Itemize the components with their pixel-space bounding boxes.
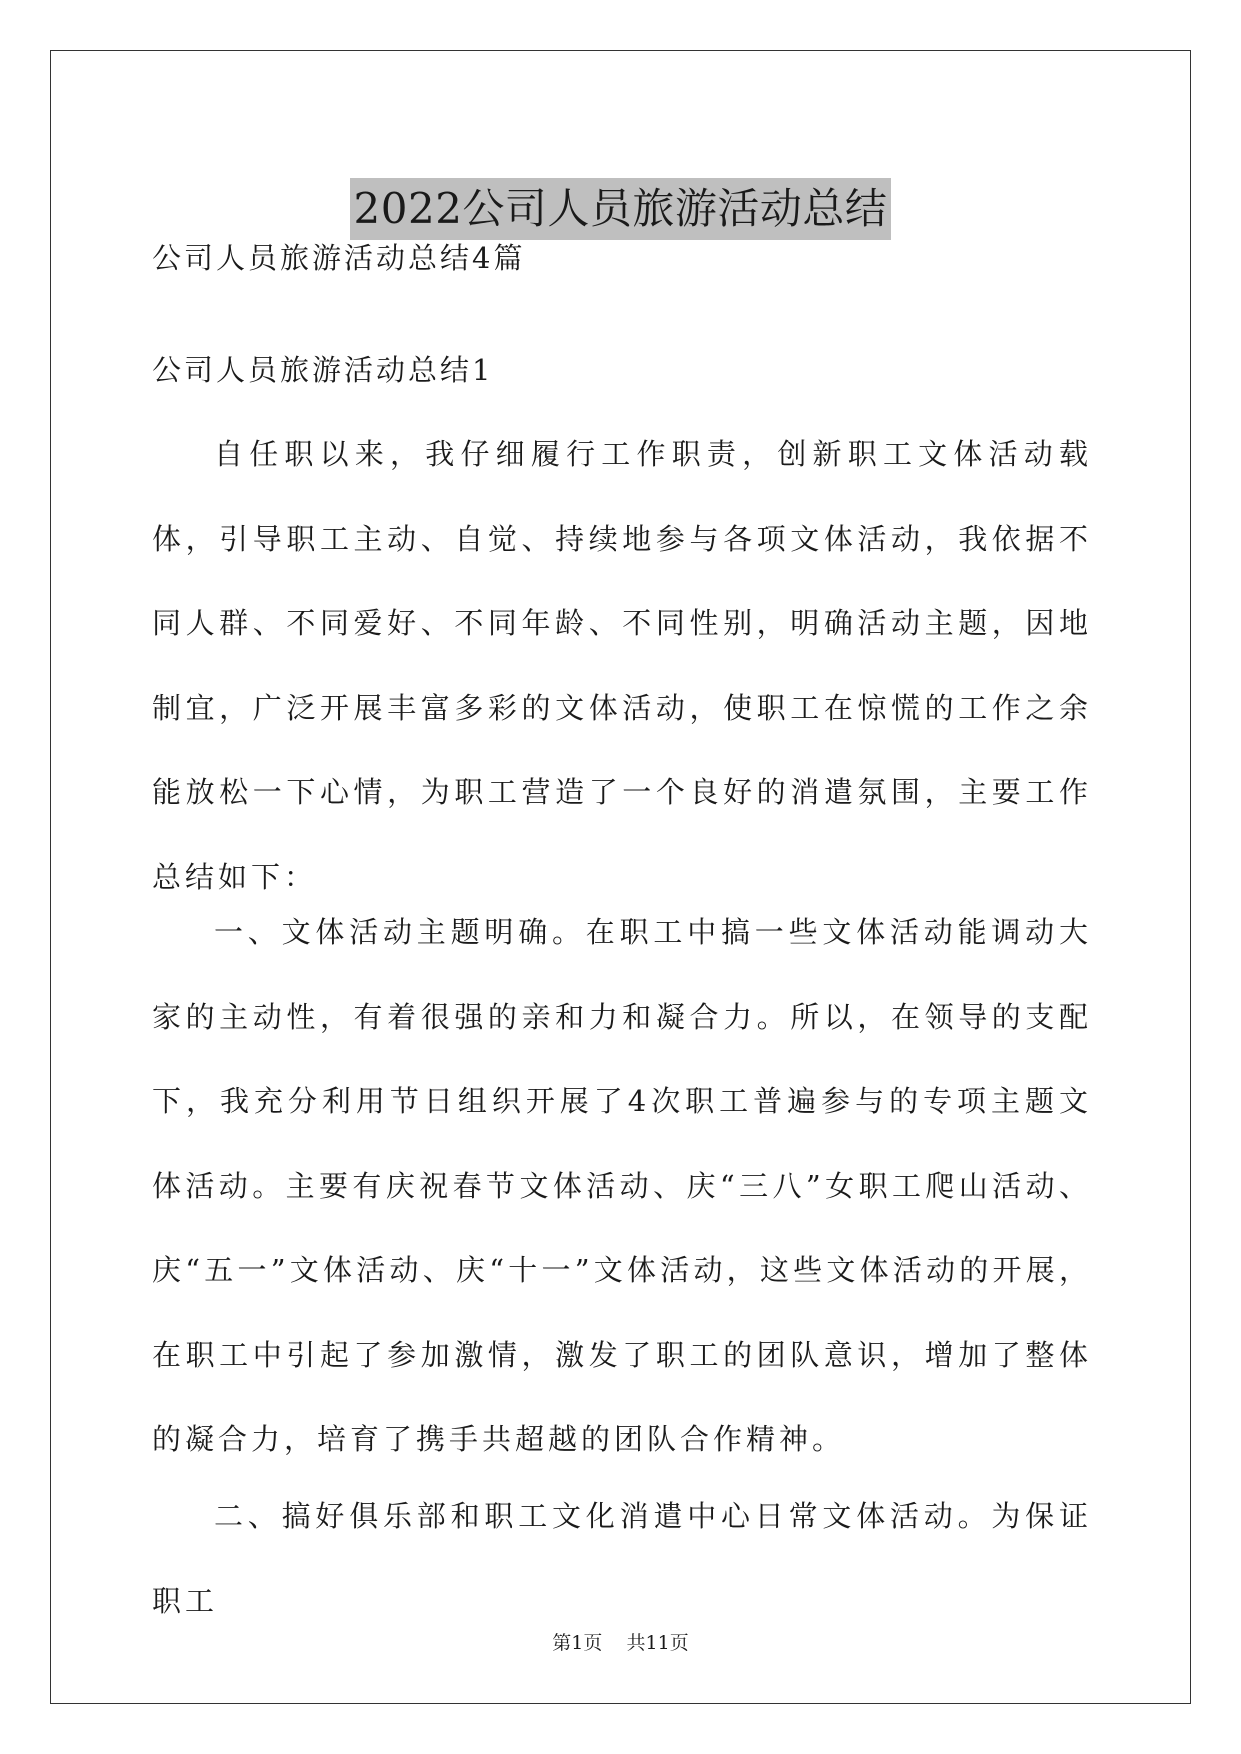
page-number: 第1页 <box>552 1632 603 1654</box>
page-total: 共11页 <box>626 1632 689 1654</box>
paragraph-section-2: 二、搞好俱乐部和职工文化消遣中心日常文体活动。为保证职工 <box>152 1499 1092 1618</box>
document-title: 2022公司人员旅游活动总结 <box>350 178 892 240</box>
paragraph-intro: 自任职以来，我仔细履行工作职责，创新职工文体活动载体，引导职工主动、自觉、持续地参与各项文体活动，我依据不同人群、不同爱好、不同年龄、不同性别，明确活动主题，因地制宜，广泛开展丰富多彩的文体活动，使职工在惊慌的工作之余能放松一下心情，为职工营造了一个良好的消遣氛围，主要工作总结如下： <box>152 437 1092 894</box>
page-footer <box>0 1630 1241 1656</box>
paragraph-section-1: 一、文体活动主题明确。在职工中搞一些文体活动能调动大家的主动性，有着很强的亲和力和凝合力。所以，在领导的支配下，我充分利用节日组织开展了4次职工普遍参与的专项主题文体活动。主要有庆祝春节文体活动、庆“三八”女职工爬山活动、庆“五一”文体活动、庆“十一”文体活动，这些文体活动的开展，在职工中引起了参加激情，激发了职工的团队意识，增加了整体的凝合力，培育了携手共超越的团队合作精神。 <box>152 915 1092 1456</box>
subtitle-series: 公司人员旅游活动总结4篇 <box>152 241 526 275</box>
subtitle-part-1: 公司人员旅游活动总结1 <box>152 353 494 387</box>
